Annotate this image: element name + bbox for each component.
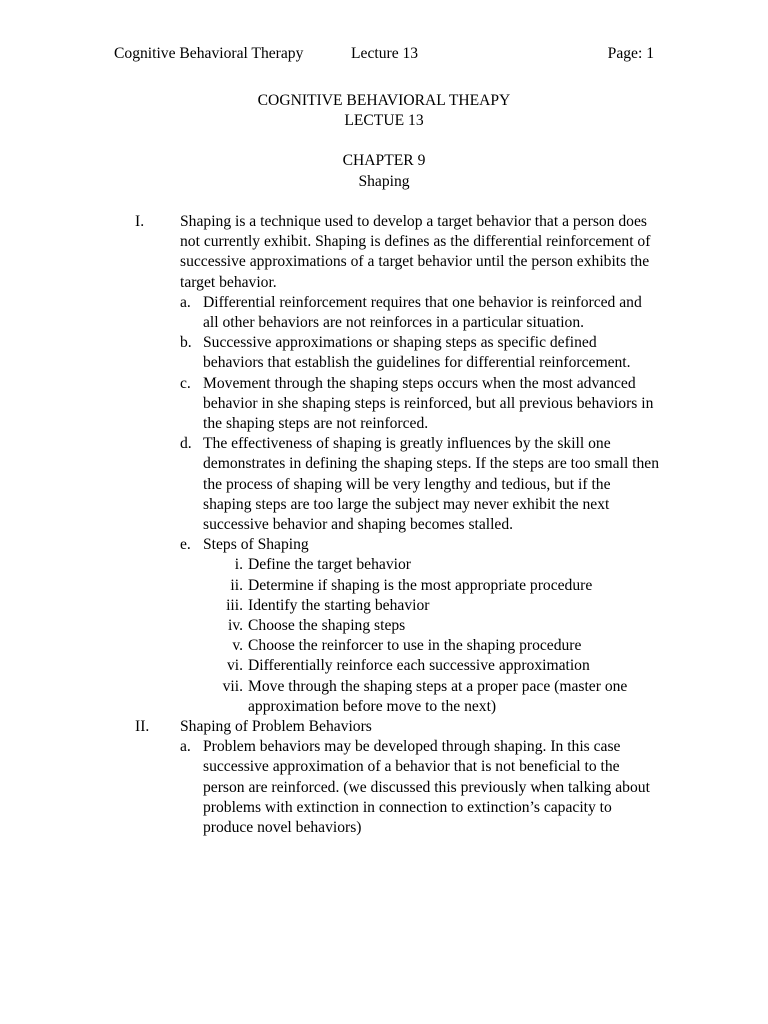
outline-item — [180, 374, 660, 435]
item-text: Differential reinforcement requires that one behavior is reinforced and all other behaviors are not reinforces in a particular situation. — [203, 293, 642, 332]
section-marker: I. — [135, 213, 145, 230]
step-text: Choose the reinforcer to use in the shaping procedure — [248, 637, 582, 655]
step-text: Define the target behavior — [248, 556, 411, 574]
header-course-title: Cognitive Behavioral Therapy — [114, 45, 304, 62]
item-text: The effectiveness of shaping is greatly influences by the skill one demonstrates in defining the shaping steps. If the steps are too small then the process of shaping will be very lengthy and tedious, but if the shaping steps are too large the subject may never exhibit the next successive behavior and shaping becomes stalled. — [203, 435, 660, 534]
chapter-title: CHAPTER 9 — [342, 152, 426, 170]
page-header — [114, 44, 654, 64]
step-marker: i. — [234, 556, 243, 574]
step-marker: iii. — [226, 596, 243, 614]
section-marker: II. — [135, 718, 150, 736]
item-marker: b. — [180, 334, 192, 352]
document-title: COGNITIVE BEHAVIORAL THEAPY — [257, 92, 511, 109]
item-marker: a. — [180, 293, 191, 311]
step-item — [180, 616, 660, 636]
outline-item — [180, 333, 660, 373]
step-text: Differentially reinforce each successive approximation — [248, 657, 590, 675]
outline-item — [180, 737, 660, 838]
item-marker: e. — [180, 536, 191, 554]
step-item — [180, 555, 660, 575]
step-text: Move through the shaping steps at a proper pace (master one approximation before move to the next) — [248, 677, 628, 715]
step-marker: vi. — [226, 657, 243, 675]
step-item — [180, 656, 660, 676]
step-marker: ii. — [230, 576, 243, 594]
step-marker: vii. — [222, 677, 243, 695]
outline-section — [0, 212, 660, 717]
outline-section — [0, 717, 660, 838]
item-marker: a. — [180, 738, 191, 756]
section-text: Shaping of Problem Behaviors — [180, 718, 372, 736]
item-marker: d. — [180, 435, 192, 453]
chapter-subtitle: Shaping — [358, 172, 410, 190]
step-marker: v. — [232, 637, 243, 655]
step-item — [180, 596, 660, 616]
item-text: Problem behaviors may be developed through shaping. In this case successive approximation of a behavior that is not beneficial to the person are reinforced. (we discussed this previously when talking about problems with extinction in connection to extinction’s capacity to produce novel behaviors) — [203, 738, 650, 837]
step-marker: iv. — [227, 617, 243, 635]
item-text: Steps of Shaping — [203, 536, 309, 554]
lecture-title: LECTUE 13 — [344, 112, 424, 130]
step-item — [180, 677, 660, 717]
item-text: Movement through the shaping steps occurs when the most advanced behavior in she shaping steps is reinforced, but all previous behaviors in the shaping steps are not reinforced. — [203, 374, 654, 433]
item-text: Successive approximations or shaping steps as specific defined behaviors that establish the guidelines for differential reinforcement. — [203, 334, 631, 372]
step-text: Determine if shaping is the most appropriate procedure — [248, 576, 593, 594]
header-lecture-number: Lecture 13 — [351, 45, 419, 62]
outline-item — [180, 535, 660, 717]
header-page-number: Page: 1 — [607, 45, 654, 62]
step-text: Choose the shaping steps — [248, 617, 406, 635]
title-block — [0, 91, 768, 192]
outline-item — [180, 293, 660, 333]
item-marker: c. — [180, 374, 191, 392]
outline-item — [180, 434, 660, 535]
step-item — [180, 636, 660, 656]
step-text: Identify the starting behavior — [248, 596, 430, 614]
section-text: Shaping is a technique used to develop a target behavior that a person does not currently exhibit. Shaping is defines as the differential reinforcement of successive approximations of a target behavior until the person exhibits the target behavior. — [180, 213, 651, 291]
step-item — [180, 576, 660, 596]
outline — [0, 212, 768, 838]
